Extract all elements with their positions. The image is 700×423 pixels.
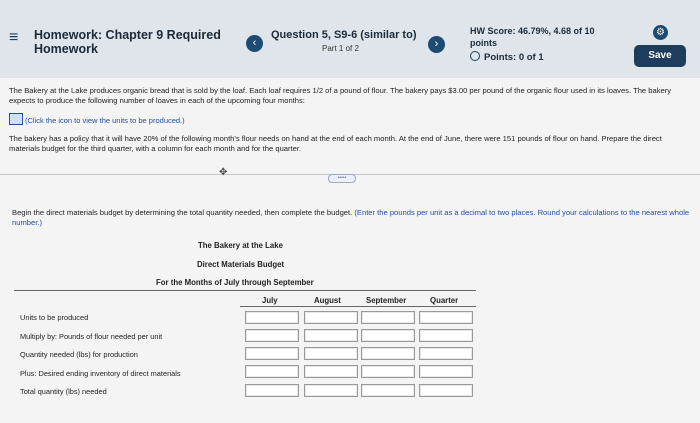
budget-title: Direct Materials Budget (197, 260, 285, 269)
input-units-quarter[interactable] (419, 311, 473, 324)
budget-period: For the Months of July through September (156, 278, 314, 287)
chevron-left-icon: ‹ (252, 37, 257, 49)
input-total-qty-quarter[interactable] (419, 384, 473, 397)
question-title: Question 5, S9-6 (similar to) (271, 29, 417, 41)
chevron-right-icon: › (434, 38, 439, 50)
row-label-total-quantity: Total quantity (lbs) needed (20, 387, 107, 396)
points-status (470, 51, 544, 63)
input-lbs-per-unit-july[interactable] (245, 329, 299, 342)
save-button[interactable]: Save (634, 45, 686, 67)
column-header-august: August (314, 296, 341, 305)
input-total-qty-august[interactable] (304, 384, 358, 397)
input-units-august[interactable] (304, 311, 358, 324)
input-ending-inventory-quarter[interactable] (419, 365, 473, 378)
homework-title-line2: Homework (34, 42, 98, 56)
input-units-september[interactable] (361, 311, 415, 324)
homework-title (34, 28, 234, 56)
row-label-units-produced: Units to be produced (20, 313, 89, 322)
points-text: Points: 0 of 1 (484, 52, 544, 63)
input-ending-inventory-july[interactable] (245, 365, 299, 378)
next-question-button[interactable] (428, 36, 445, 53)
row-label-quantity-needed: Quantity needed (lbs) for production (20, 350, 138, 359)
input-units-july[interactable] (245, 311, 299, 324)
input-qty-needed-quarter[interactable] (419, 347, 473, 360)
header-underline (240, 306, 476, 307)
expand-toggle-icon[interactable]: ••••• (328, 174, 356, 183)
input-lbs-per-unit-quarter[interactable] (419, 329, 473, 342)
column-header-quarter: Quarter (430, 296, 459, 305)
input-ending-inventory-august[interactable] (304, 365, 358, 378)
hamburger-icon[interactable]: ≡ (9, 29, 19, 46)
column-header-july: July (262, 296, 278, 305)
units-icon-link[interactable] (9, 113, 185, 125)
table-icon[interactable] (9, 113, 23, 125)
units-icon-link-text[interactable]: (Click the icon to view the units to be produced.) (25, 116, 185, 125)
previous-question-button[interactable] (246, 35, 263, 52)
row-label-desired-ending-inventory: Plus: Desired ending inventory of direct materials (20, 369, 181, 378)
budget-company: The Bakery at the Lake (198, 241, 283, 250)
instruction-note: (Enter the pounds per unit as a decimal to two places. Round your calculations to the nearest whole number.) (12, 208, 690, 227)
homework-title-line1: Homework: Chapter 9 Required (34, 28, 221, 42)
input-qty-needed-july[interactable] (245, 347, 299, 360)
input-lbs-per-unit-august[interactable] (304, 329, 358, 342)
input-qty-needed-september[interactable] (361, 347, 415, 360)
instruction-main: Begin the direct materials budget by determining the total quantity needed, then complete the budget. (12, 208, 355, 217)
status-circle-icon (470, 51, 480, 61)
table-top-rule (14, 290, 476, 291)
column-header-september: September (366, 296, 407, 305)
input-total-qty-july[interactable] (245, 384, 299, 397)
hw-score-line2: points (470, 38, 497, 48)
row-label-pounds-per-unit: Multiply by: Pounds of flour needed per unit (20, 332, 163, 341)
instruction-text (12, 208, 692, 228)
question-part: Part 1 of 2 (322, 44, 359, 53)
input-ending-inventory-september[interactable] (361, 365, 415, 378)
input-lbs-per-unit-september[interactable] (361, 329, 415, 342)
hw-score-line1: HW Score: 46.79%, 4.68 of 10 (470, 26, 595, 36)
problem-text-2: The bakery has a policy that it will have 20% of the following month's flour needs on hand at the end of each month. At the end of June, there were 151 pounds of flour on hand. Prepare the direct materials budget for the third quarter, with a column for each month and for the quarter. (9, 134, 662, 153)
hw-score (470, 25, 620, 49)
input-total-qty-september[interactable] (361, 384, 415, 397)
move-handle-icon[interactable]: ✥ (219, 167, 228, 178)
input-qty-needed-august[interactable] (304, 347, 358, 360)
problem-text-1: The Bakery at the Lake produces organic bread that is sold by the loaf. Each loaf requires 1/2 of a pound of flour. The bakery pays $3.00 per pound of the organic flour used in its loaves. The bakery expects to produce the following number of loaves in each of the upcoming four months: (9, 86, 672, 105)
gear-icon[interactable]: ⚙ (653, 25, 668, 40)
